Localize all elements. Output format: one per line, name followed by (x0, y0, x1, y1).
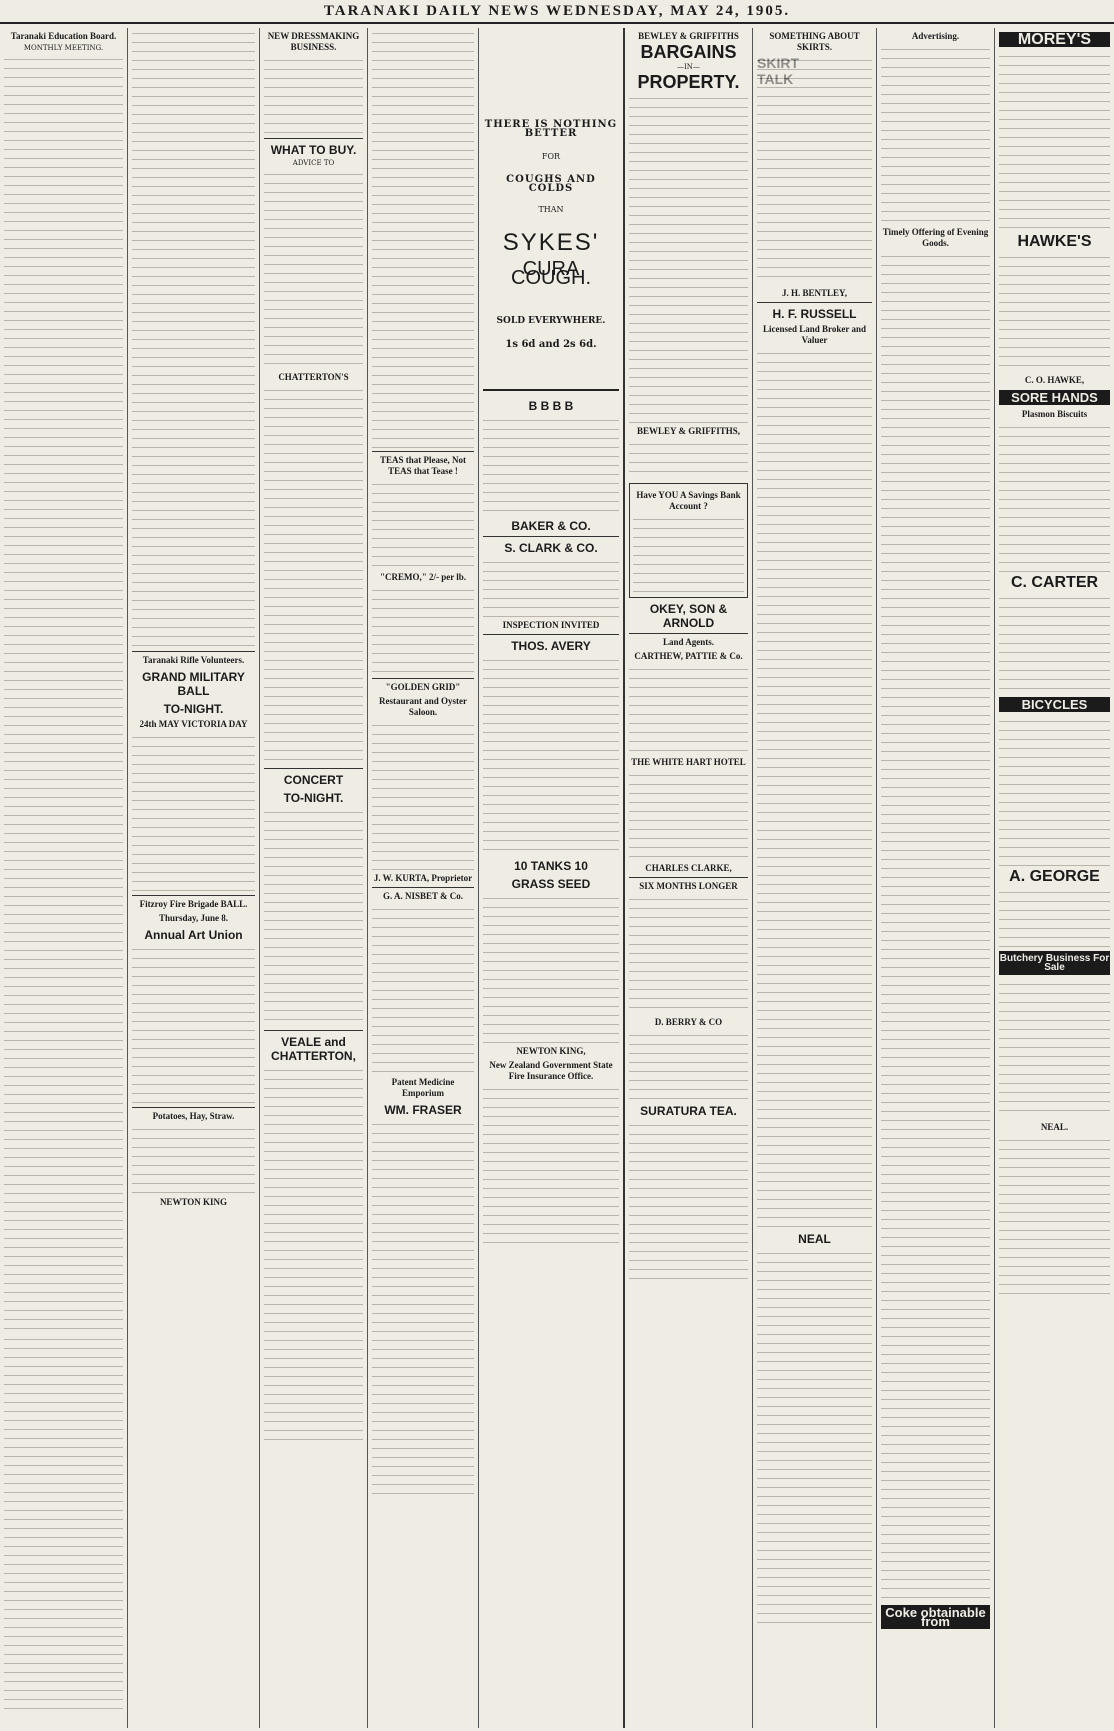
dressmaking-text (264, 55, 363, 135)
sykes-ad-sold: SOLD EVERYWHERE. (496, 316, 606, 326)
fraser-text (372, 1119, 474, 1499)
berry-heading: D. BERRY & CO (654, 1017, 723, 1027)
hotel-text (629, 770, 748, 860)
restaurant-text (372, 720, 474, 870)
licensed-broker-heading: Licensed Land Broker and Valuer (763, 324, 866, 345)
carter-text (999, 593, 1110, 693)
carter-heading: C. CARTER (1010, 574, 1099, 591)
divider (132, 895, 255, 896)
cremo-heading: "CREMO," 2/- per lb. (379, 572, 467, 582)
sykes-ad-brand: SYKES' (502, 229, 600, 256)
sore-hands-banner: SORE HANDS (999, 390, 1110, 405)
neal-heading: NEAL (798, 1232, 831, 1246)
plasmon-text (999, 422, 1110, 572)
teas-text (372, 479, 474, 569)
military-ball-heading: GRAND MILITARY BALL (142, 670, 245, 698)
hawke-heading: HAWKE'S (1017, 233, 1092, 250)
boot-ad-text (372, 28, 474, 448)
chattertons-ad-text (264, 169, 363, 369)
morey-banner: MOREY'S (999, 32, 1110, 47)
white-hart-heading: THE WHITE HART HOTEL (631, 757, 746, 767)
thursday-heading: Thursday, June 8. (158, 913, 229, 923)
clark-text (483, 557, 619, 617)
charles-clarke-heading: CHARLES CLARKE, (645, 863, 732, 873)
veale-text (264, 1065, 363, 1445)
divider (372, 451, 474, 452)
sykes-ad-nothing-better: THERE IS NOTHING BETTER (484, 119, 618, 139)
neal-text (999, 1135, 1110, 1295)
hardware-text (629, 894, 748, 1014)
kurta-heading: J. W. KURTA, Proprietor (373, 873, 473, 883)
concert-tonight-heading: TO-NIGHT. (283, 791, 344, 805)
land-text (629, 664, 748, 754)
victoria-day-heading: 24th MAY VICTORIA DAY (139, 719, 248, 729)
tea-text (629, 1120, 748, 1280)
hawke-name-heading: C. O. HAWKE, (1024, 375, 1085, 385)
divider (483, 634, 619, 635)
state-fire-heading: New Zealand Government State Fire Insurance Office. (489, 1060, 613, 1081)
teas-prices-text (372, 585, 474, 675)
newton-king-heading: NEWTON KING, (516, 1046, 586, 1056)
monthly-meeting-subheading: MONTHLY MEETING. (23, 44, 104, 52)
restaurant-heading: Restaurant and Oyster Saloon. (379, 696, 467, 717)
suratura-heading: SURATURA TEA. (640, 1104, 737, 1118)
column-5 (479, 28, 625, 1728)
column-2 (128, 28, 260, 1728)
grass-seed-heading: GRASS SEED (511, 877, 591, 891)
column-1 (0, 28, 128, 1728)
chattertons-heading: CHATTERTON'S (278, 372, 349, 382)
golden-grid-heading: "GOLDEN GRID" (385, 682, 461, 692)
butchery-banner: Butchery Business For Sale (999, 953, 1110, 973)
divider (483, 536, 619, 537)
column-6 (625, 28, 753, 1728)
column-4 (368, 28, 479, 1728)
potatoes-text (132, 1124, 255, 1194)
veale-chatterton-heading: VEALE and CHATTERTON, (271, 1035, 356, 1063)
column-7 (753, 28, 877, 1728)
sykes-ad-price: 1s 6d and 2s 6d. (505, 339, 597, 350)
notices-text-block (132, 28, 255, 648)
george-text (999, 887, 1110, 947)
hawke-text (999, 252, 1110, 372)
bewley-griffiths-heading-2: BEWLEY & GRIFFITHS, (637, 426, 740, 436)
savings-bank-text (633, 514, 744, 594)
clark-heading: S. CLARK & CO. (504, 541, 598, 555)
masthead: TARANAKI DAILY NEWS WEDNESDAY, MAY 24, 1905. (0, 0, 1114, 24)
divider (629, 633, 748, 634)
nisbet-heading: G. A. NISBET & Co. (382, 891, 464, 901)
morey-text (999, 51, 1110, 231)
divider (757, 302, 872, 303)
tanks-heading: 10 TANKS 10 (514, 859, 588, 873)
classifieds-text (881, 44, 990, 224)
bewley-griffiths-heading: BEWLEY & GRIFFITHS (638, 31, 739, 41)
bentley-heading: J. H. BENTLEY, (782, 288, 847, 298)
property-heading: PROPERTY. (637, 72, 740, 92)
sykes-ad-product: CURA COUGH. (511, 258, 591, 289)
divider (629, 877, 748, 878)
dressmaking-heading: NEW DRESSMAKING BUSINESS. (267, 31, 360, 52)
divider (372, 678, 474, 679)
something-about-skirts-heading: SOMETHING ABOUT SKIRTS. (769, 31, 860, 52)
sykes-ad-for: FOR (541, 152, 561, 161)
plasmon-heading: Plasmon Biscuits (1021, 409, 1088, 419)
sykes-ad-coughs: COUGHS AND COLDS (506, 174, 596, 194)
bargains-heading: BARGAINS (640, 42, 737, 62)
nisbet-text (372, 904, 474, 1074)
divider (483, 389, 619, 391)
bicycles-text (999, 716, 1110, 866)
bicycles-banner: BICYCLES (999, 697, 1110, 712)
baker-heading: BAKER & CO. (511, 519, 591, 533)
potatoes-heading: Potatoes, Hay, Straw. (152, 1111, 235, 1121)
education-board-heading: Taranaki Education Board. (10, 31, 117, 41)
land-agents-heading: Land Agents. (662, 637, 715, 647)
art-union-text (132, 944, 255, 1104)
fraser-heading: WM. FRASER (384, 1103, 462, 1117)
george-heading: A. GEORGE (1009, 868, 1100, 885)
article-text-block (4, 54, 123, 954)
russell-heading: H. F. RUSSELL (772, 307, 857, 321)
coke-banner: Coke obtainable from (881, 1605, 990, 1629)
notices-text-block (264, 385, 363, 765)
avery-text (483, 655, 619, 855)
article-text-block (4, 1334, 123, 1714)
neal-text (757, 1248, 872, 1628)
grass-text (483, 893, 619, 1043)
patent-medicine-heading: Patent Medicine Emporium (391, 1077, 455, 1098)
sewing-machine-text (483, 415, 619, 515)
tonight-heading: TO-NIGHT. (163, 702, 224, 716)
berry-text (629, 1030, 748, 1100)
inspection-heading: INSPECTION INVITED (502, 620, 600, 630)
divider (264, 138, 363, 139)
property-listings-text (629, 93, 748, 423)
ball-details-text (132, 732, 255, 892)
classifieds-text (881, 251, 990, 1601)
butchery-text (999, 979, 1110, 1119)
okey-arnold-heading: OKEY, SON & ARNOLD (649, 602, 728, 630)
carthew-heading: CARTHEW, PATTIE & Co. (634, 651, 743, 661)
column-3 (260, 28, 368, 1728)
in-subheading: —IN— (677, 63, 700, 71)
divider (132, 1107, 255, 1108)
divider (264, 1030, 363, 1031)
neal-heading: NEAL. (1040, 1122, 1069, 1132)
timely-offering-heading: Timely Offering of Evening Goods. (882, 227, 989, 248)
land-listings-text (757, 348, 872, 1228)
teas-heading: TEAS that Please, Not TEAS that Tease ! (380, 455, 466, 476)
column-8 (877, 28, 995, 1728)
advertising-heading: Advertising. (911, 31, 960, 41)
auctioneers-text (629, 439, 748, 479)
six-months-heading: SIX MONTHS LONGER (639, 881, 738, 891)
divider (132, 651, 255, 652)
bbbb-heading: B B B B (528, 399, 574, 413)
savings-bank-box (629, 483, 748, 598)
advice-to-subheading: ADVICE TO (292, 159, 335, 167)
concert-heading: CONCERT (283, 773, 344, 787)
savings-bank-heading: Have YOU A Savings Bank Account ? (636, 490, 741, 511)
skirts-text (757, 55, 872, 285)
insurance-text (483, 1084, 619, 1244)
column-9 (995, 28, 1114, 1728)
newton-king-heading: NEWTON KING (159, 1197, 228, 1207)
rifle-volunteers-heading: Taranaki Rifle Volunteers. (142, 655, 245, 665)
sykes-ad-than: THAN (538, 205, 564, 214)
divider (264, 768, 363, 769)
divider (372, 887, 474, 888)
avery-heading: THOS. AVERY (511, 639, 591, 653)
article-text-block (4, 954, 123, 1334)
fitzroy-ball-heading: Fitzroy Fire Brigade BALL. (139, 899, 248, 909)
concert-programme-text (264, 807, 363, 1027)
art-union-heading: Annual Art Union (144, 928, 243, 942)
what-to-buy-heading: WHAT TO BUY. (270, 143, 357, 157)
